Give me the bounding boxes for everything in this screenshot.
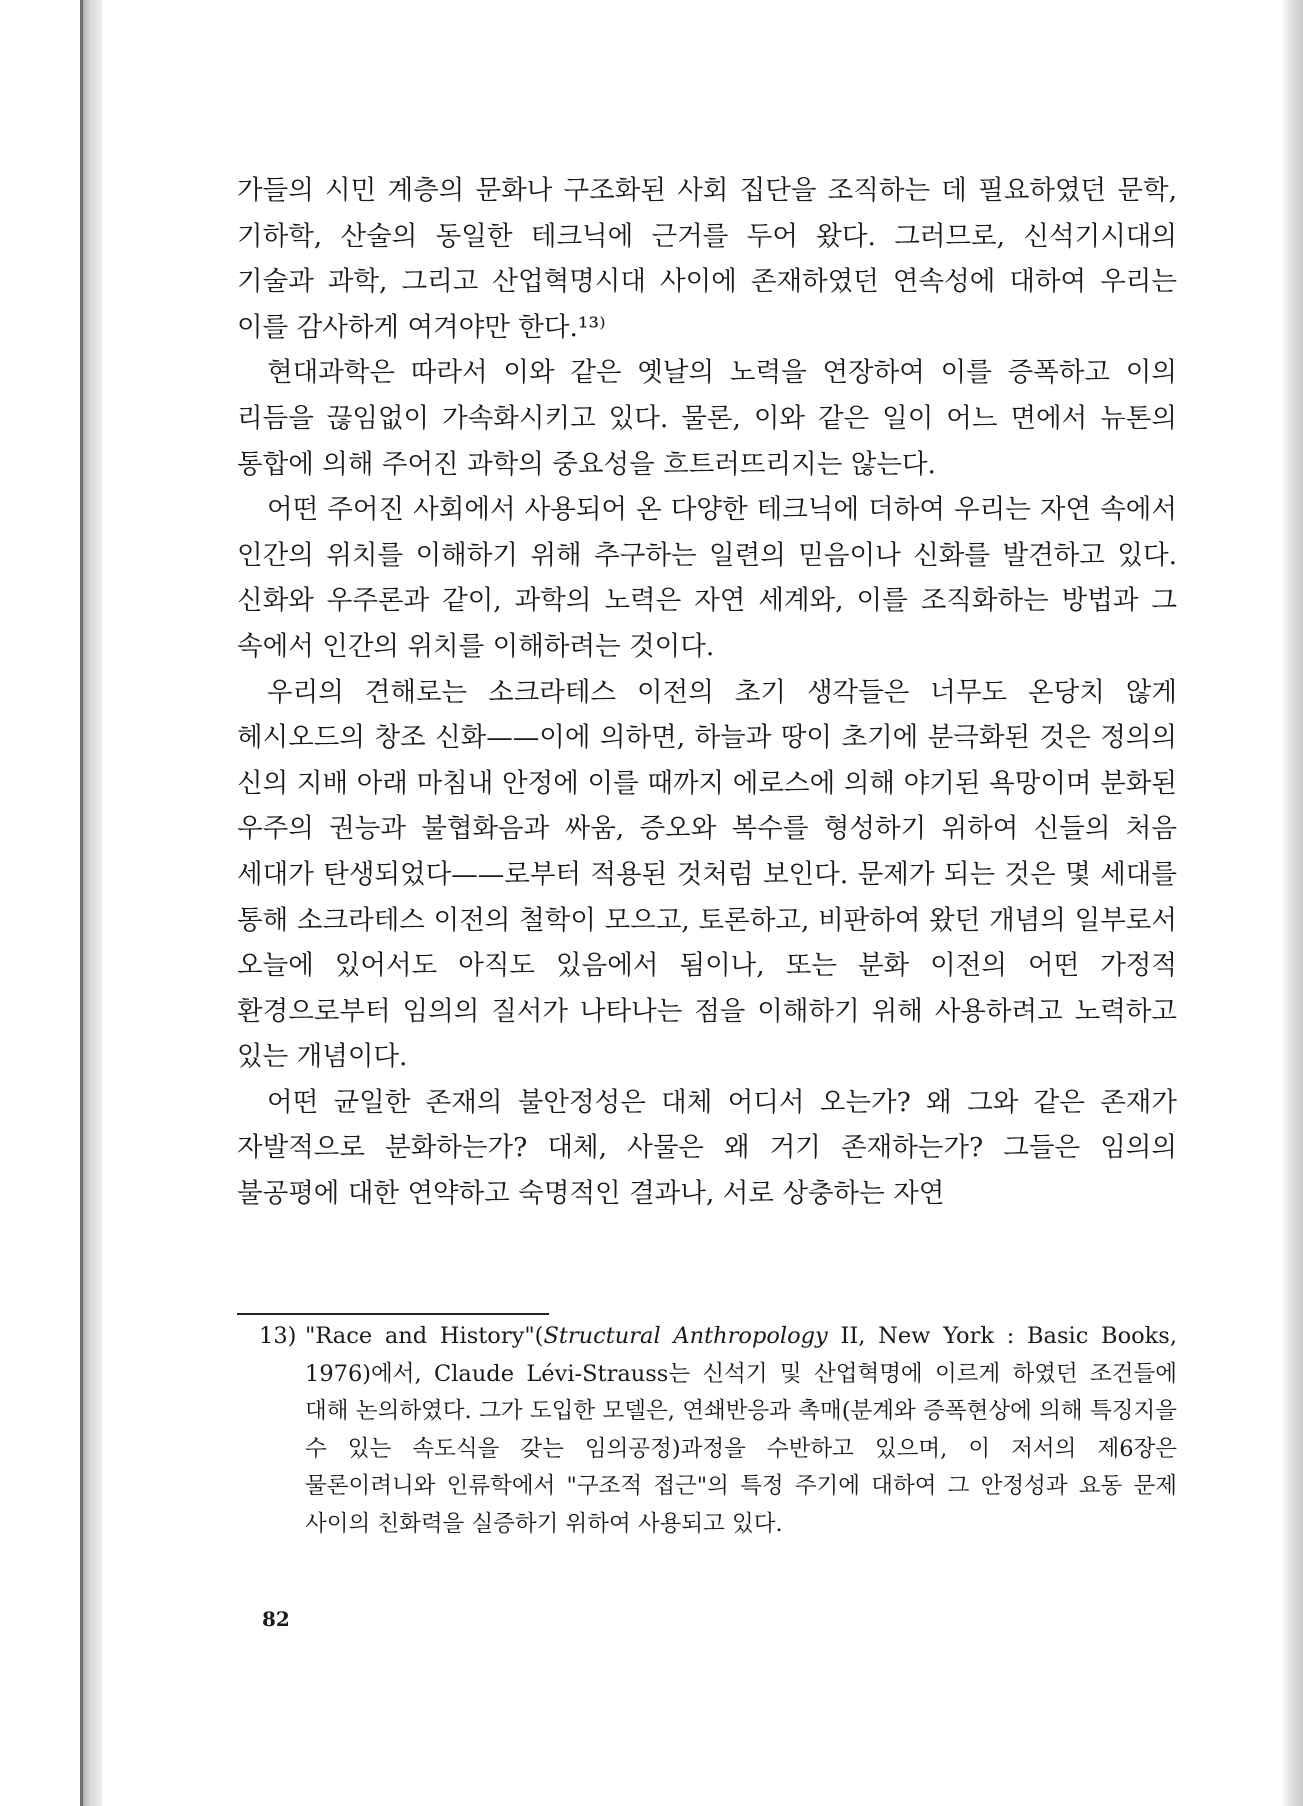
body-text — [237, 168, 1177, 1217]
footnote-text-post: II, New York : Basic Books, 1976)에서, Claude Lévi-Strauss는 신석기 및 산업혁명에 이르게 하였던 조건들에 대해 논의하였다. 그가 도입한 모델은, 연쇄반응과 촉매(분계와 증폭현상에 의해 특징지을 수 있는 속도식을 갖는 임의공정)과정을 수반하고 있으며, 이 저서의 제6장은 물론이려니와 인류학에서 "구조적 접근"의 특정 주기에 대하여 그 안정성과 요동 문제 사이의 친화력을 실증하기 위하여 사용되고 있다. — [305, 1323, 1177, 1537]
paragraph-2: 현대과학은 따라서 이와 같은 옛날의 노력을 연장하여 이를 증폭하고 이의 리듬을 끊임없이 가속화시키고 있다. 물론, 이와 같은 일이 어느 면에서 뉴톤의 통합에 의해 주어진 과학의 중요성을 흐트러뜨리지는 않는다. — [237, 357, 1177, 480]
footnote-text — [305, 1318, 1177, 1544]
paragraph-5: 어떤 균일한 존재의 불안정성은 대체 어디서 오는가? 왜 그와 같은 존재가 자발적으로 분화하는가? 대체, 사물은 왜 거기 존재하는가? 그들은 임의의 불공평에 대한 연약하고 숙명적인 결과나, 서로 상충하는 자연 — [237, 1086, 1177, 1210]
paragraph-1: 가들의 시민 계층의 문화나 구조화된 사회 집단을 조직하는 데 필요하였던 문학, 기하학, 산술의 동일한 테크닉에 근거를 두어 왔다. 그러므로, 신석기시대의 기술과 과학, 그리고 산업혁명시대 사이에 존재하였던 연속성에 대하여 우리는 이를 감사하게 여겨야만 한다.¹³⁾ — [237, 175, 1177, 343]
page-edge-shadow — [1281, 0, 1303, 1806]
paragraph-3: 어떤 주어진 사회에서 사용되어 온 다양한 테크닉에 더하여 우리는 자연 속에서 인간의 위치를 이해하기 위해 추구하는 일련의 믿음이나 신화를 발견하고 있다. 신화와 우주론과 같이, 과학의 노력은 자연 세계와, 이를 조직화하는 방법과 그 속에서 인간의 위치를 이해하려는 것이다. — [237, 494, 1177, 662]
book-spine-shadow — [80, 0, 102, 1806]
footnote-book-title: Structural Anthropology — [543, 1323, 828, 1349]
paragraph-4: 우리의 견해로는 소크라테스 이전의 초기 생각들은 너무도 온당치 않게 헤시오드의 창조 신화——이에 의하면, 하늘과 땅이 초기에 분극화된 것은 정의의 신의 지배 아래 마침내 안정에 이를 때까지 에로스에 의해 야기된 욕망이며 분화된 우주의 권능과 불협화음과 싸움, 증오와 복수를 형성하기 위하여 신들의 처음 세대가 탄생되었다——로부터 적용된 것처럼 보인다. 문제가 되는 것은 몇 세대를 통해 소크라테스 이전의 철학이 모으고, 토론하고, 비판하여 왔던 개념의 일부로서 오늘에 있어서도 아직도 있음에서 됨이나, 또는 분화 이전의 어떤 가정적 환경으로부터 임의의 질서가 나타나는 점을 이해하기 위해 사용하려고 노력하고 있는 개념이다. — [237, 676, 1177, 1073]
footnote-number: 13) — [259, 1323, 297, 1349]
footnote-text-pre: "Race and History"( — [305, 1323, 544, 1349]
book-edge-line — [80, 0, 83, 1806]
footnote-divider — [237, 1313, 549, 1315]
footnote-13 — [237, 1318, 1177, 1544]
page-number: 82 — [262, 1607, 290, 1631]
